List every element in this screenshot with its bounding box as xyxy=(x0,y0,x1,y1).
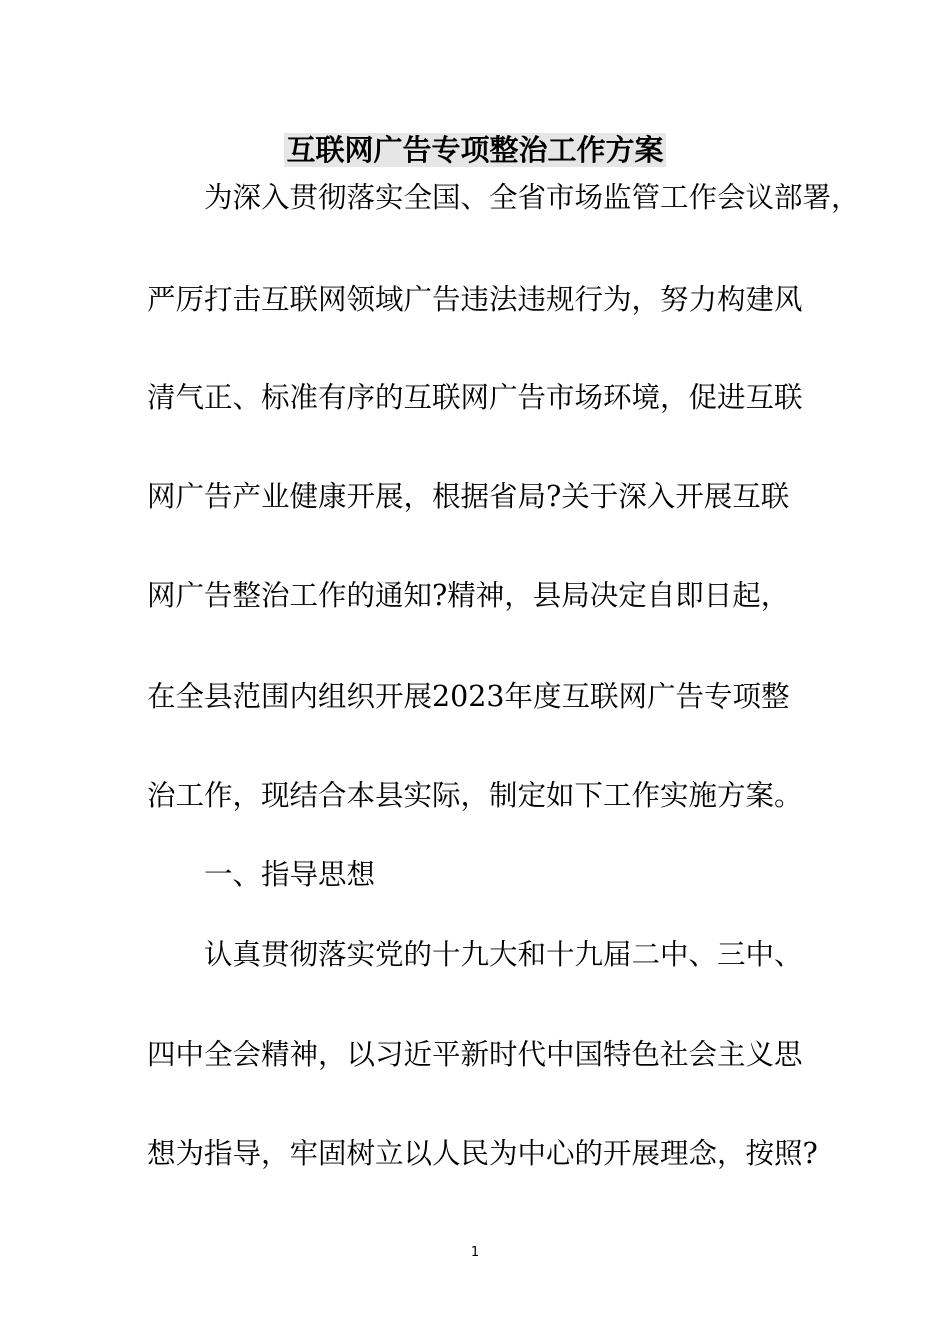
paragraph-line: 认真贯彻落实党的十九大和十九届二中、三中、 xyxy=(204,938,803,971)
paragraph-line: 治工作，现结合本县实际，制定如下工作实施方案。 xyxy=(147,779,803,812)
paragraph-line: 网广告整治工作的通知?精神，县局决定自即日起， xyxy=(147,579,790,612)
paragraph-line: 想为指导，牢固树立以人民为中心的开展理念，按照? xyxy=(147,1137,818,1170)
section-heading: 一、指导思想 xyxy=(204,858,376,891)
paragraph-line: 为深入贯彻落实全国、全省市场监管工作会议部署， xyxy=(204,181,860,214)
paragraph-line: 清气正、标准有序的互联网广告市场环境，促进互联 xyxy=(147,381,803,414)
document-title-text: 互联网广告专项整治工作方案 xyxy=(286,133,664,167)
paragraph-line: 网广告产业健康开展，根据省局?关于深入开展互联 xyxy=(147,480,790,513)
page-number: 1 xyxy=(470,1245,480,1260)
paragraph-line: 严厉打击互联网领域广告违法违规行为，努力构建风 xyxy=(147,283,803,316)
document-title xyxy=(0,128,950,172)
paragraph-line: 四中全会精神，以习近平新时代中国特色社会主义思 xyxy=(147,1038,803,1071)
paragraph-line: 在全县范围内组织开展2023年度互联网广告专项整 xyxy=(147,680,790,713)
